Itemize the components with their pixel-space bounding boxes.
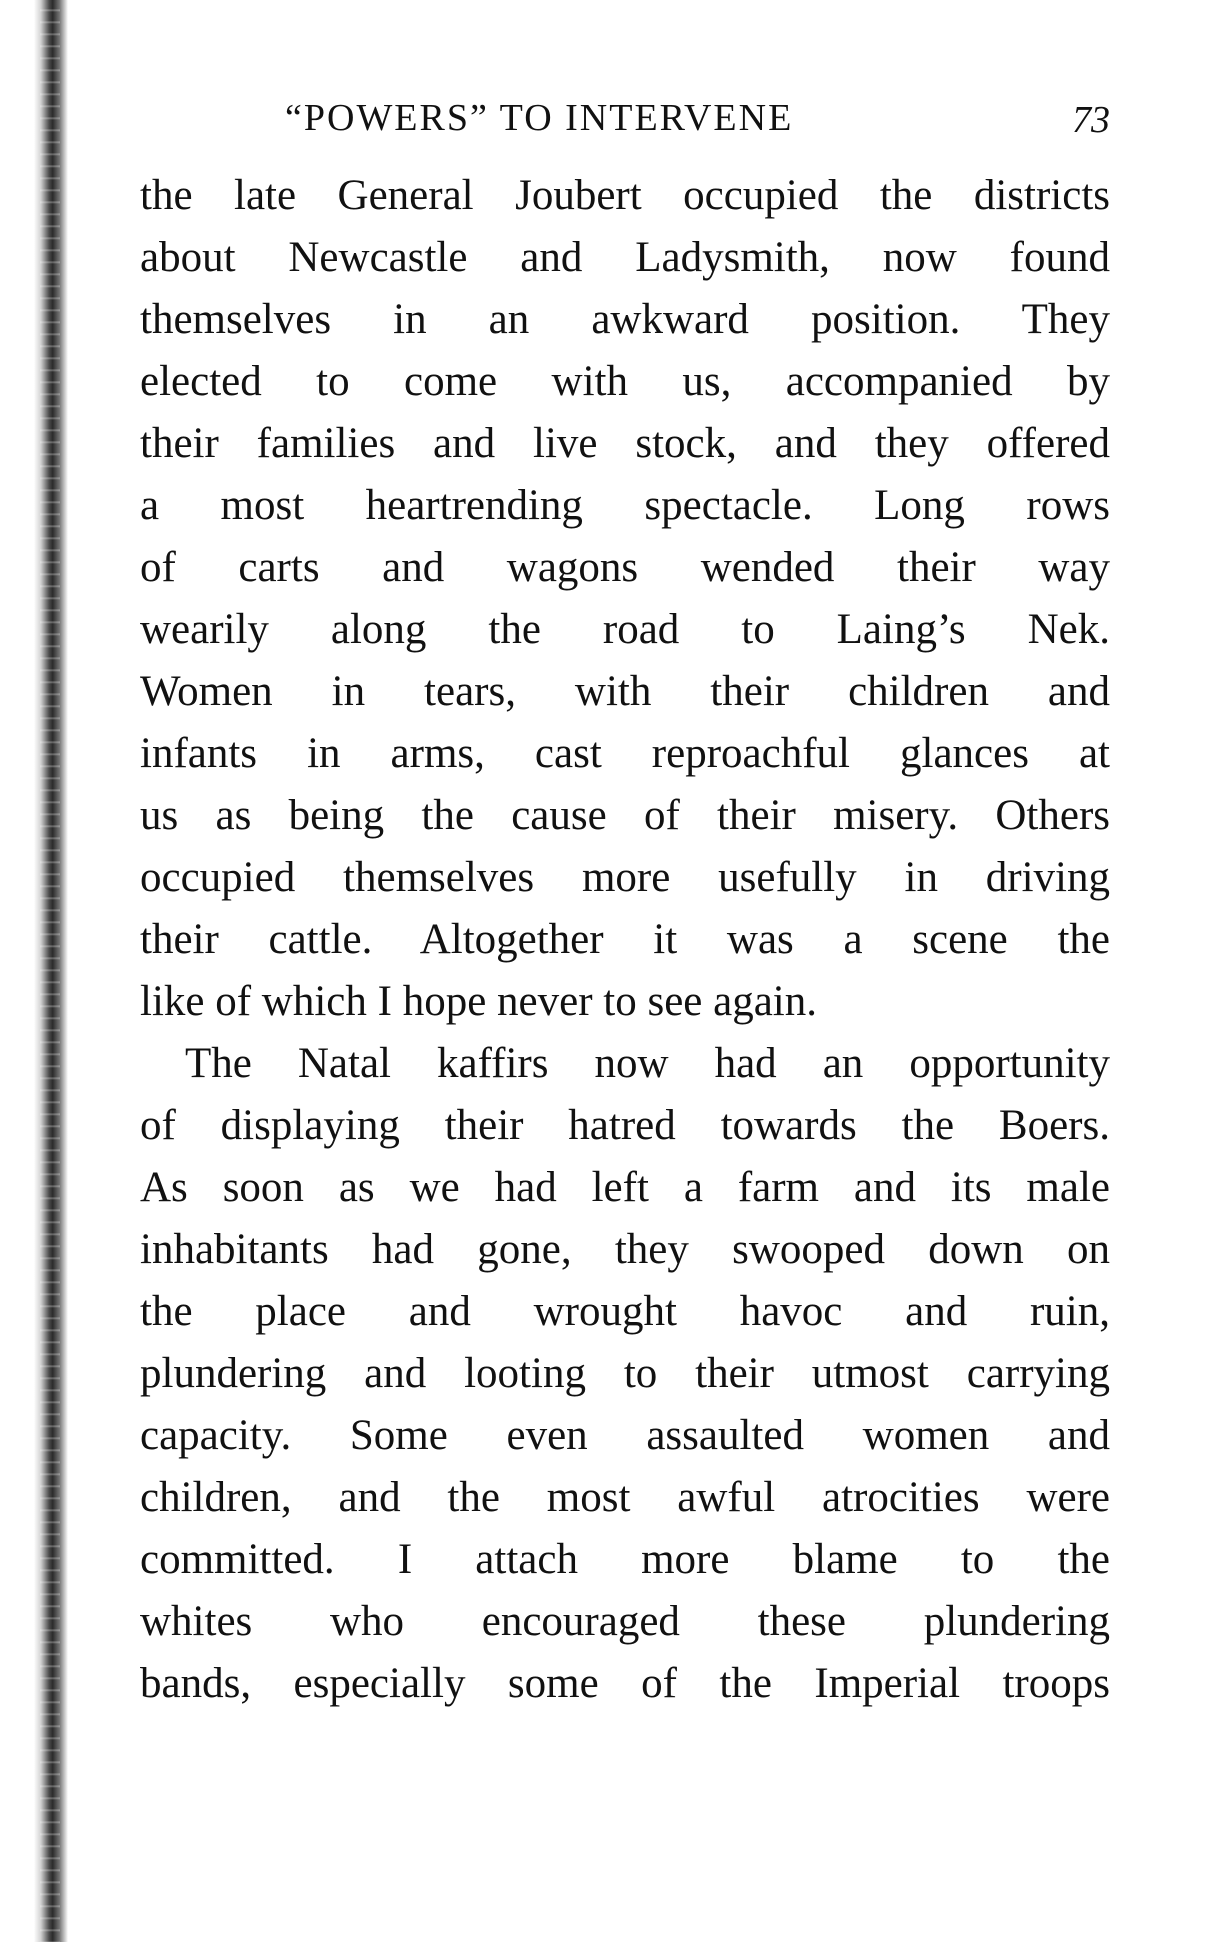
paragraph-1	[140, 165, 1110, 1033]
text-line: their families and live stock, and they offered	[140, 420, 1110, 467]
text-line: us as being the cause of their misery. Others	[140, 792, 1110, 839]
text-line: like of which I hope never to see again.	[140, 978, 817, 1025]
text-line: of displaying their hatred towards the Boers.	[140, 1102, 1110, 1149]
text-line: children, and the most awful atrocities were	[140, 1474, 1110, 1521]
text-line: their cattle. Altogether it was a scene the	[140, 916, 1110, 963]
text-line: a most heartrending spectacle. Long rows	[140, 482, 1110, 529]
page-number: 73	[1072, 99, 1110, 141]
text-line: As soon as we had left a farm and its male	[140, 1164, 1110, 1211]
text-line: of carts and wagons wended their way	[140, 544, 1110, 591]
text-line: themselves in an awkward position. They	[140, 296, 1110, 343]
text-line: bands, especially some of the Imperial troops	[140, 1660, 1110, 1707]
running-head: “POWERS” TO INTERVENE	[285, 97, 794, 139]
text-line: whites who encouraged these plundering	[140, 1598, 1110, 1645]
text-line: the late General Joubert occupied the districts	[140, 172, 1110, 219]
text-line: the place and wrought havoc and ruin,	[140, 1288, 1110, 1335]
text-line: plundering and looting to their utmost carrying	[140, 1350, 1110, 1397]
text-line: infants in arms, cast reproachful glances at	[140, 730, 1110, 777]
text-line: occupied themselves more usefully in driving	[140, 854, 1110, 901]
body-text	[140, 165, 1110, 1715]
page-header	[140, 96, 1110, 156]
text-line: Women in tears, with their children and	[140, 668, 1110, 715]
text-line: capacity. Some even assaulted women and	[140, 1412, 1110, 1459]
text-line: about Newcastle and Ladysmith, now found	[140, 234, 1110, 281]
book-binding-edge	[34, 0, 68, 1942]
text-line: The Natal kaffirs now had an opportunity	[185, 1040, 1110, 1087]
text-line: committed. I attach more blame to the	[140, 1536, 1110, 1583]
text-line: wearily along the road to Laing’s Nek.	[140, 606, 1110, 653]
text-line: inhabitants had gone, they swooped down on	[140, 1226, 1110, 1273]
text-line: elected to come with us, accompanied by	[140, 358, 1110, 405]
paragraph-2	[140, 1033, 1110, 1715]
